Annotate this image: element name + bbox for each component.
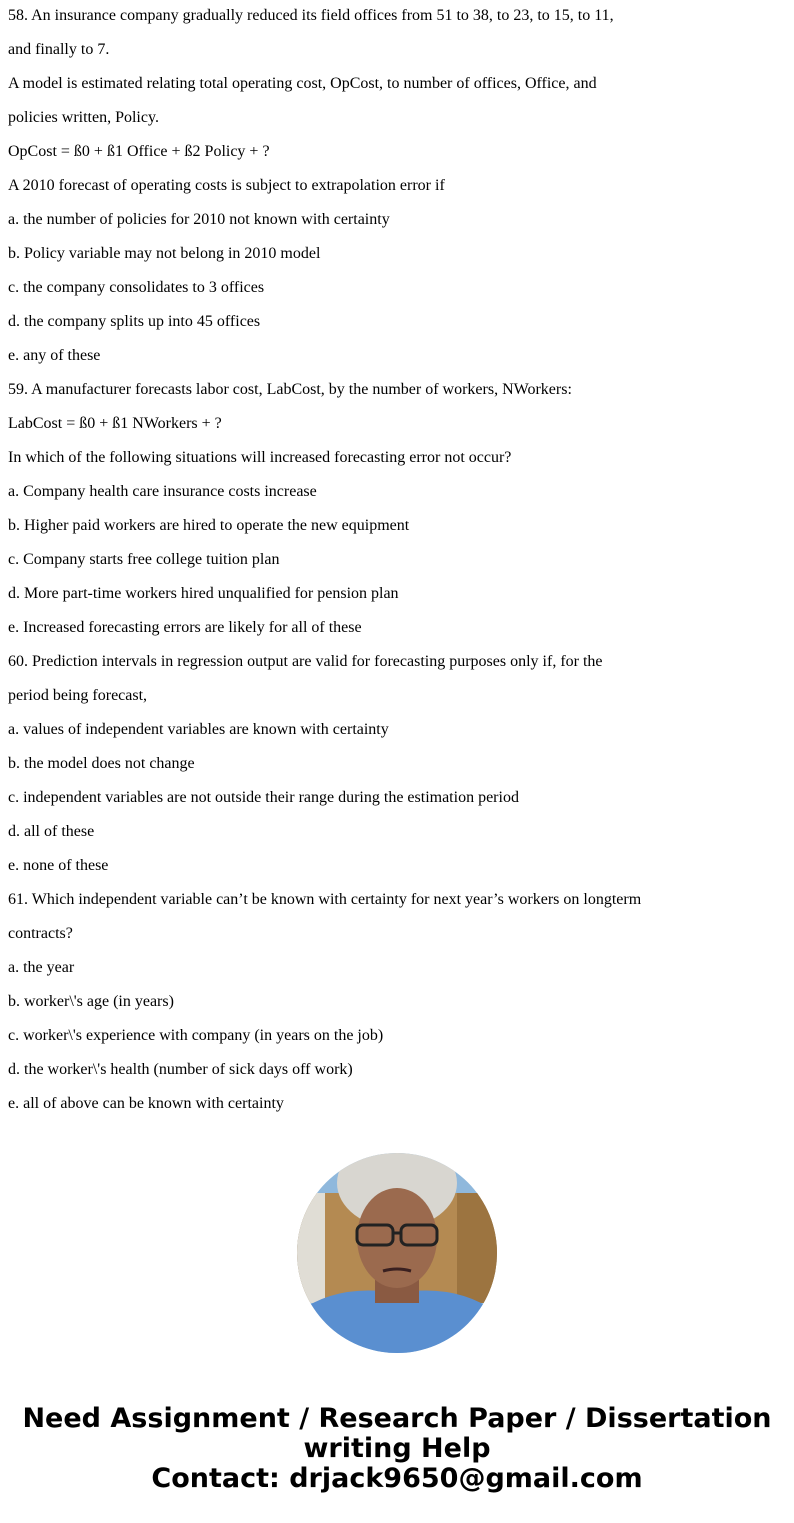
text-line: and finally to 7. [8,41,110,58]
text-line: In which of the following situations will increased forecasting error not occur? [8,449,512,466]
text-line: A 2010 forecast of operating costs is subject to extrapolation error if [8,177,445,194]
text-line: e. none of these [8,857,109,874]
text-line: a. the year [8,959,75,976]
text-line: 60. Prediction intervals in regression output are valid for forecasting purposes only if, for the [8,653,603,670]
text-line: LabCost = ß0 + ß1 NWorkers + ? [8,415,222,432]
text-line: 59. A manufacturer forecasts labor cost, LabCost, by the number of workers, NWorkers: [8,381,572,398]
text-line: 58. An insurance company gradually reduced its field offices from 51 to 38, to 23, to 15, to 11, [8,7,614,24]
text-line: e. Increased forecasting errors are likely for all of these [8,619,362,636]
text-line: OpCost = ß0 + ß1 Office + ß2 Policy + ? [8,143,270,160]
banner-subline: writing Help [303,1433,491,1464]
text-line: a. Company health care insurance costs increase [8,483,317,500]
contact-email: Contact: drjack9650@gmail.com [151,1463,643,1494]
text-line: b. Higher paid workers are hired to operate the new equipment [8,517,410,534]
text-line: e. any of these [8,347,101,364]
banner-headline: Need Assignment / Research Paper / Dissertation [22,1403,772,1434]
document-body [8,6,788,1128]
text-line: contracts? [8,925,73,942]
text-line: d. all of these [8,823,95,840]
contact-banner [0,1404,794,1494]
text-line: 61. Which independent variable can’t be known with certainty for next year’s workers on longterm [8,891,642,908]
text-line: e. all of above can be known with certainty [8,1095,284,1112]
text-line: c. the company consolidates to 3 offices [8,279,265,296]
text-line: A model is estimated relating total operating cost, OpCost, to number of offices, Office, and [8,75,597,92]
text-line: d. the company splits up into 45 offices [8,313,261,330]
text-line: c. worker\'s experience with company (in years on the job) [8,1027,384,1044]
text-line: b. Policy variable may not belong in 2010 model [8,245,321,262]
author-photo [297,1153,497,1353]
text-line: d. the worker\'s health (number of sick days off work) [8,1061,353,1078]
text-line: b. worker\'s age (in years) [8,993,174,1010]
text-line: period being forecast, [8,687,148,704]
text-line: b. the model does not change [8,755,195,772]
text-line: a. values of independent variables are known with certainty [8,721,389,738]
portrait-image [297,1153,497,1353]
text-line: c. Company starts free college tuition plan [8,551,280,568]
text-line: c. independent variables are not outside their range during the estimation period [8,789,519,806]
text-line: policies written, Policy. [8,109,159,126]
text-line: a. the number of policies for 2010 not known with certainty [8,211,390,228]
text-line: d. More part-time workers hired unqualified for pension plan [8,585,399,602]
